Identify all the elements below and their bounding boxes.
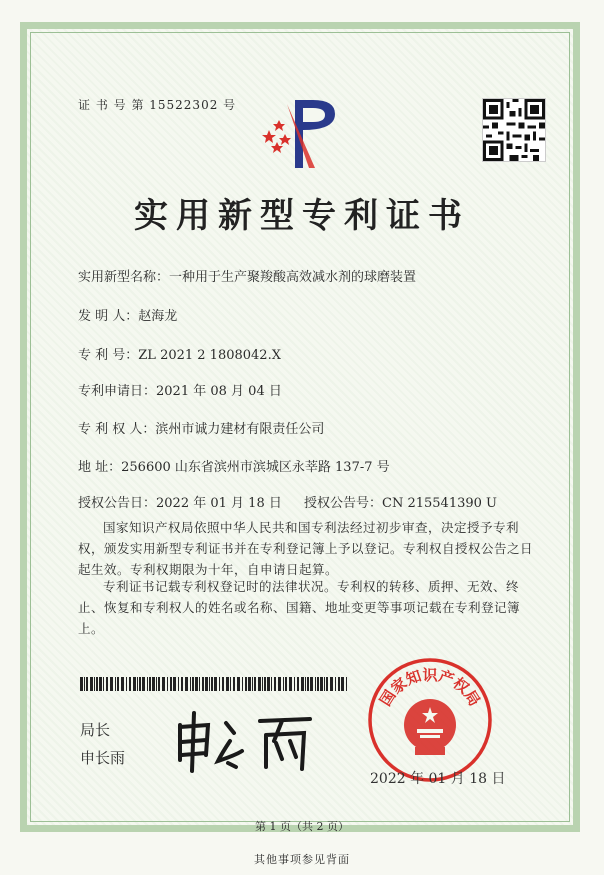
- barcode-bar: [294, 677, 295, 691]
- barcode-bar: [117, 677, 119, 691]
- barcode-bar: [230, 677, 231, 691]
- field-grant-number: [304, 492, 497, 511]
- director-signature: [170, 705, 320, 775]
- field-label: 地 址：: [78, 460, 122, 475]
- barcode-bar: [167, 677, 168, 691]
- certificate-number: 证 书 号 第 15522302 号: [78, 98, 237, 112]
- barcode-bar: [301, 677, 304, 691]
- barcode-bar: [170, 677, 172, 691]
- barcode-bar: [289, 677, 292, 691]
- barcode-bar: [330, 677, 333, 691]
- barcode-bar: [202, 677, 204, 691]
- field-label: 授权公告号：: [304, 496, 383, 511]
- barcode-bar: [341, 677, 344, 691]
- patent-office-emblem-icon: [255, 90, 355, 170]
- field-label: 专 利 号：: [78, 348, 139, 363]
- field-value: 256600 山东省滨州市滨城区永莘路 137-7 号: [121, 460, 390, 475]
- barcode-bar: [271, 677, 272, 691]
- barcode-bar: [326, 677, 328, 691]
- barcode-bar: [142, 677, 145, 691]
- barcode-bar: [252, 677, 253, 691]
- barcode-bar: [205, 677, 208, 691]
- barcode-bar: [192, 677, 194, 691]
- director-name: 申长雨: [80, 749, 126, 767]
- barcode-bar: [258, 677, 261, 691]
- barcode-bar: [178, 677, 179, 691]
- barcode-bar: [90, 677, 93, 691]
- field-inventor: [78, 305, 177, 324]
- barcode-bar: [338, 677, 340, 691]
- barcode-bar: [139, 677, 141, 691]
- barcode-bar: [162, 677, 165, 691]
- barcode-bar: [195, 677, 198, 691]
- certificate-title: 实用新型专利证书: [134, 196, 470, 236]
- barcode-bar: [96, 677, 98, 691]
- barcode-bar: [156, 677, 157, 691]
- barcode-bar: [84, 677, 85, 691]
- page-number: 第 1 页（共 2 页）: [255, 820, 349, 833]
- barcode-bar: [126, 677, 127, 691]
- barcode-bar: [99, 677, 102, 691]
- barcode-bar: [115, 677, 116, 691]
- barcode-bar: [248, 677, 251, 691]
- barcode-bar: [94, 677, 95, 691]
- barcode-bar: [317, 677, 319, 691]
- barcode-bar: [307, 677, 309, 691]
- barcode-bar: [147, 677, 148, 691]
- field-value: 滨州市诚力建材有限责任公司: [155, 422, 325, 437]
- barcode-bar: [285, 677, 287, 691]
- paragraph-grant-statement: 国家知识产权局依照中华人民共和国专利法经过初步审查，决定授予专利权，颁发实用新型专利证书并在专利登记簿上予以登记。专利权自授权公告之日起生效。专利权期限为十年，自申请日起算。: [78, 520, 534, 577]
- barcode-bar: [209, 677, 210, 691]
- barcode-bar: [237, 677, 240, 691]
- barcode-bar: [110, 677, 113, 691]
- field-label: 专 利 权 人：: [78, 422, 156, 437]
- field-value: 一种用于生产聚羧酸高效减水剂的球磨装置: [169, 270, 417, 285]
- barcode-bar: [185, 677, 188, 691]
- barcode-bar: [199, 677, 200, 691]
- director-title: 局长: [80, 721, 111, 739]
- barcode-bar: [264, 677, 266, 691]
- barcode-bar: [245, 677, 247, 691]
- barcode-bar: [80, 677, 83, 691]
- barcode-bar: [158, 677, 160, 691]
- barcode-bar: [152, 677, 155, 691]
- field-filing-date: [78, 380, 282, 399]
- field-value: ZL 2021 2 1808042.X: [138, 348, 281, 363]
- field-label: 授权公告日：: [78, 496, 157, 511]
- field-address: [78, 456, 390, 475]
- barcode-bar: [283, 677, 284, 691]
- barcode-bar: [346, 677, 347, 691]
- field-patentee: [78, 418, 324, 437]
- seal-date: 2022 年 01 月 18 日: [370, 771, 506, 787]
- barcode-bar: [320, 677, 323, 691]
- field-patent-number: [78, 344, 281, 363]
- barcode-bar: [106, 677, 108, 691]
- barcode: [80, 677, 350, 691]
- footer-note: 其他事项参见背面: [254, 853, 350, 866]
- barcode-bar: [305, 677, 306, 691]
- barcode-bar: [149, 677, 151, 691]
- field-value: 2021 年 08 月 04 日: [156, 384, 282, 399]
- barcode-bar: [133, 677, 136, 691]
- field-label: 专利申请日：: [78, 384, 157, 399]
- barcode-bar: [274, 677, 276, 691]
- field-utility-model-name: [78, 266, 416, 285]
- barcode-bar: [278, 677, 281, 691]
- field-label: 实用新型名称：: [78, 270, 170, 285]
- barcode-bar: [267, 677, 270, 691]
- barcode-bar: [262, 677, 263, 691]
- barcode-bar: [233, 677, 235, 691]
- barcode-bar: [315, 677, 316, 691]
- field-value: CN 215541390 U: [382, 496, 497, 511]
- barcode-bar: [190, 677, 191, 691]
- barcode-bar: [86, 677, 88, 691]
- barcode-bar: [121, 677, 124, 691]
- barcode-bar: [219, 677, 220, 691]
- seal-text: 国家知识产权局: [376, 666, 484, 710]
- barcode-bar: [214, 677, 217, 691]
- barcode-bar: [103, 677, 104, 691]
- barcode-bar: [324, 677, 325, 691]
- barcode-bar: [335, 677, 336, 691]
- barcode-bar: [242, 677, 243, 691]
- field-value: 赵海龙: [138, 309, 178, 324]
- barcode-bar: [137, 677, 138, 691]
- barcode-bar: [297, 677, 299, 691]
- barcode-bar: [222, 677, 224, 691]
- field-value: 2022 年 01 月 18 日: [156, 496, 282, 511]
- field-grant-date: [78, 492, 282, 511]
- barcode-bar: [310, 677, 313, 691]
- barcode-bar: [129, 677, 131, 691]
- barcode-bar: [254, 677, 256, 691]
- barcode-bar: [211, 677, 213, 691]
- qr-code: [482, 98, 546, 162]
- barcode-bar: [226, 677, 229, 691]
- official-seal: [365, 655, 495, 785]
- paragraph-legal-status: 专利证书记载专利权登记时的法律状况。专利权的转移、质押、无效、终止、恢复和专利权人的姓名或名称、国籍、地址变更等事项记载在专利登记簿上。: [78, 579, 521, 636]
- barcode-bar: [173, 677, 176, 691]
- barcode-bar: [181, 677, 183, 691]
- field-label: 发 明 人：: [78, 309, 139, 324]
